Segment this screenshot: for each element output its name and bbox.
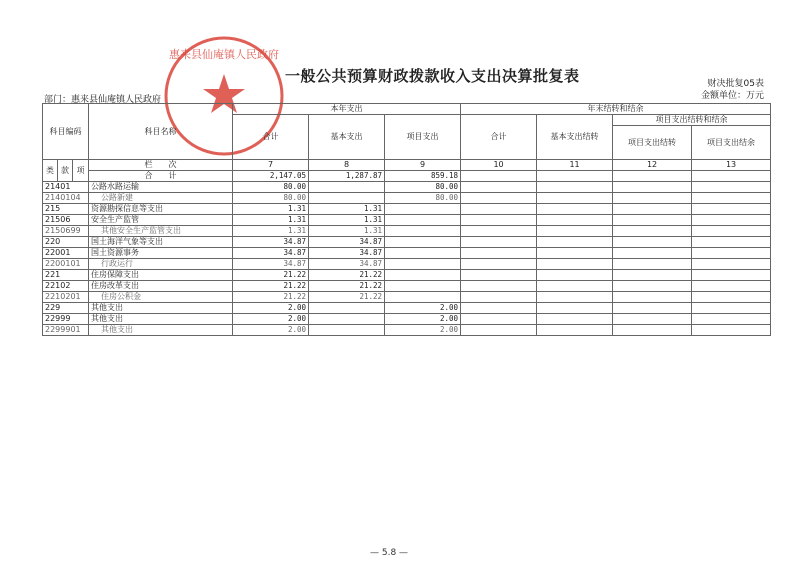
row-empty-cell (613, 248, 692, 259)
col-basic-carry-header: 基本支出结转 (537, 115, 613, 160)
row-empty-cell (537, 270, 613, 281)
row-empty-cell (613, 259, 692, 270)
row-total: 2.00 (233, 303, 309, 314)
row-project (385, 237, 461, 248)
row-empty-cell (692, 270, 771, 281)
col-num-13: 13 (692, 160, 771, 171)
amount-unit: 金额单位：万元 (700, 91, 764, 101)
row-name: 安全生产监管 (89, 215, 233, 226)
row-name: 住房改革支出 (89, 281, 233, 292)
row-project (385, 215, 461, 226)
row-name: 其他支出 (89, 314, 233, 325)
row-empty-cell (537, 259, 613, 270)
row-project: 2.00 (385, 314, 461, 325)
row-code: 215 (43, 204, 89, 215)
row-total: 80.00 (233, 193, 309, 204)
row-total: 34.87 (233, 237, 309, 248)
row-empty-cell (613, 292, 692, 303)
row-empty-cell (692, 281, 771, 292)
col-code-header: 科目编码 (43, 104, 89, 160)
row-empty-cell (613, 281, 692, 292)
row-code: 220 (43, 237, 89, 248)
row-total: 34.87 (233, 259, 309, 270)
row-basic (309, 193, 385, 204)
col-xiang: 项 (73, 160, 89, 182)
table-row (43, 226, 771, 237)
row-empty-cell (692, 325, 771, 336)
row-empty-cell (461, 215, 537, 226)
row-empty-cell (613, 237, 692, 248)
svg-text:惠来县仙庵镇人民政府: 惠来县仙庵镇人民政府 (169, 48, 279, 61)
row-empty-cell (692, 182, 771, 193)
col-lei: 类 (43, 160, 58, 182)
row-empty-cell (613, 270, 692, 281)
table-row (43, 182, 771, 193)
row-empty-cell (461, 226, 537, 237)
page-number: — 5.8 — (370, 548, 409, 558)
row-basic: 34.87 (309, 237, 385, 248)
row-empty-cell (692, 314, 771, 325)
row-empty-cell (692, 204, 771, 215)
col-num-8: 8 (309, 160, 385, 171)
row-empty-cell (613, 314, 692, 325)
table-row (43, 259, 771, 270)
col-project-surplus-header: 项目支出结余 (692, 126, 771, 160)
table-row (43, 204, 771, 215)
row-empty-cell (537, 193, 613, 204)
row-empty-cell (537, 182, 613, 193)
row-empty-cell (613, 215, 692, 226)
col-num-7: 7 (233, 160, 309, 171)
table-row (43, 314, 771, 325)
row-basic: 21.22 (309, 281, 385, 292)
row-empty-cell (692, 292, 771, 303)
total-row-label: 合 计 (89, 171, 233, 182)
table-row (43, 281, 771, 292)
col-num-11: 11 (537, 160, 613, 171)
row-empty-cell (613, 325, 692, 336)
row-empty-cell (461, 237, 537, 248)
total-basic: 1,287.87 (309, 171, 385, 182)
row-total: 2.00 (233, 314, 309, 325)
row-total: 21.22 (233, 281, 309, 292)
col-kuan: 款 (58, 160, 73, 182)
row-basic (309, 182, 385, 193)
row-name: 公路新建 (89, 193, 233, 204)
row-empty-cell (692, 215, 771, 226)
row-basic (309, 325, 385, 336)
col-current-year-header: 本年支出 (233, 104, 461, 115)
form-number: 财决批复05表 (707, 79, 764, 89)
row-project (385, 281, 461, 292)
table-row (43, 292, 771, 303)
row-empty-cell (537, 226, 613, 237)
row-name: 其他支出 (89, 325, 233, 336)
row-code: 21506 (43, 215, 89, 226)
table-row (43, 215, 771, 226)
row-code: 229 (43, 303, 89, 314)
row-name: 公路水路运输 (89, 182, 233, 193)
row-project: 2.00 (385, 303, 461, 314)
row-code: 2140104 (43, 193, 89, 204)
row-total: 21.22 (233, 292, 309, 303)
row-empty-cell (537, 281, 613, 292)
row-project (385, 226, 461, 237)
row-total: 1.31 (233, 215, 309, 226)
row-code: 2200101 (43, 259, 89, 270)
row-empty-cell (613, 193, 692, 204)
row-code: 2299901 (43, 325, 89, 336)
col-project-header: 项目支出 (385, 115, 461, 160)
row-empty-cell (692, 226, 771, 237)
row-empty-cell (692, 303, 771, 314)
row-name: 其他支出 (89, 303, 233, 314)
row-basic: 1.31 (309, 204, 385, 215)
page-title: 一般公共预算财政拨款收入支出决算批复表 (285, 67, 580, 85)
col-carry-total-header: 合计 (461, 115, 537, 160)
col-num-12: 12 (613, 160, 692, 171)
row-name: 行政运行 (89, 259, 233, 270)
table-row (43, 237, 771, 248)
row-empty-cell (461, 292, 537, 303)
row-project (385, 292, 461, 303)
col-num-10: 10 (461, 160, 537, 171)
row-empty-cell (537, 303, 613, 314)
table-row (43, 325, 771, 336)
row-total: 2.00 (233, 325, 309, 336)
col-total-header: 合计 (233, 115, 309, 160)
row-empty-cell (692, 237, 771, 248)
row-empty-cell (537, 292, 613, 303)
col-name-header: 科目名称 (89, 104, 233, 160)
lanci-label: 栏 次 (89, 160, 233, 171)
row-basic: 21.22 (309, 292, 385, 303)
row-basic: 1.31 (309, 226, 385, 237)
row-name: 国土资源事务 (89, 248, 233, 259)
row-empty-cell (461, 325, 537, 336)
row-empty-cell (537, 325, 613, 336)
row-total: 34.87 (233, 248, 309, 259)
row-empty-cell (537, 215, 613, 226)
row-total: 1.31 (233, 204, 309, 215)
row-code: 2210201 (43, 292, 89, 303)
row-empty-cell (692, 193, 771, 204)
row-code: 21401 (43, 182, 89, 193)
table-row (43, 248, 771, 259)
row-project (385, 259, 461, 270)
row-basic: 1.31 (309, 215, 385, 226)
row-basic: 21.22 (309, 270, 385, 281)
row-empty-cell (461, 303, 537, 314)
row-empty-cell (461, 270, 537, 281)
row-basic (309, 303, 385, 314)
row-basic (309, 314, 385, 325)
row-project (385, 270, 461, 281)
row-empty-cell (692, 259, 771, 270)
row-project: 80.00 (385, 193, 461, 204)
row-empty-cell (537, 237, 613, 248)
row-empty-cell (692, 248, 771, 259)
row-project: 2.00 (385, 325, 461, 336)
row-total: 21.22 (233, 270, 309, 281)
budget-table (42, 103, 771, 336)
row-code: 22999 (43, 314, 89, 325)
col-num-9: 9 (385, 160, 461, 171)
total-sum: 2,147.05 (233, 171, 309, 182)
row-name: 资源勘探信息等支出 (89, 204, 233, 215)
row-code: 22001 (43, 248, 89, 259)
row-empty-cell (613, 303, 692, 314)
row-empty-cell (461, 314, 537, 325)
row-code: 2150699 (43, 226, 89, 237)
row-name: 其他安全生产监管支出 (89, 226, 233, 237)
row-empty-cell (537, 314, 613, 325)
row-code: 221 (43, 270, 89, 281)
row-basic: 34.87 (309, 259, 385, 270)
row-name: 住房保障支出 (89, 270, 233, 281)
row-project (385, 248, 461, 259)
row-empty-cell (461, 204, 537, 215)
row-empty-cell (461, 182, 537, 193)
row-empty-cell (613, 226, 692, 237)
row-empty-cell (537, 204, 613, 215)
row-total: 1.31 (233, 226, 309, 237)
table-row (43, 303, 771, 314)
table-row (43, 270, 771, 281)
row-empty-cell (461, 281, 537, 292)
row-empty-cell (537, 248, 613, 259)
table-row (43, 193, 771, 204)
row-project: 80.00 (385, 182, 461, 193)
col-carryover-header: 年末结转和结余 (461, 104, 771, 115)
row-empty-cell (613, 182, 692, 193)
total-project: 859.18 (385, 171, 461, 182)
row-basic: 34.87 (309, 248, 385, 259)
row-total: 80.00 (233, 182, 309, 193)
col-project-carry-header: 项目支出结转和结余 (613, 115, 771, 126)
row-project (385, 204, 461, 215)
row-empty-cell (461, 248, 537, 259)
row-name: 国土海洋气象等支出 (89, 237, 233, 248)
row-empty-cell (461, 259, 537, 270)
department-label: 部门：惠来县仙庵镇人民政府 (44, 95, 162, 105)
row-empty-cell (461, 193, 537, 204)
col-project-transfer-header: 项目支出结转 (613, 126, 692, 160)
row-code: 22102 (43, 281, 89, 292)
row-name: 住房公积金 (89, 292, 233, 303)
col-basic-header: 基本支出 (309, 115, 385, 160)
row-empty-cell (613, 204, 692, 215)
